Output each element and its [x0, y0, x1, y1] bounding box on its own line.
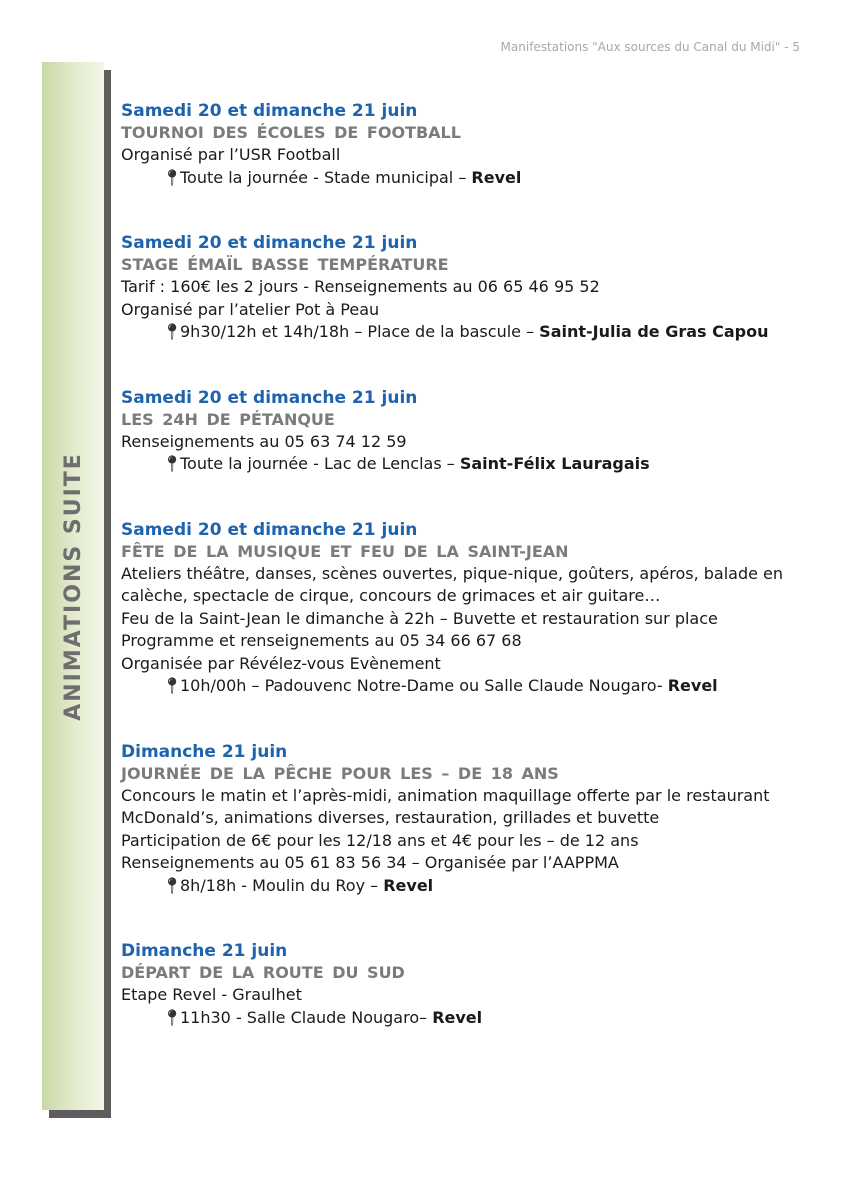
map-pin-icon: 📍︎ [162, 875, 183, 895]
event-detail: Renseignements au 05 61 83 56 34 – Organisée par l’AAPPMA [121, 853, 619, 872]
event-town: Saint-Julia de Gras Capou [539, 322, 769, 341]
event-title: JOURNÉE DE LA PÊCHE POUR LES – DE 18 ANS [121, 763, 559, 783]
event-town: Revel [471, 167, 522, 187]
event-date: Dimanche 21 juin [121, 741, 288, 762]
event-town: Revel [667, 676, 718, 695]
event-time-place: Toute la journée - Stade municipal – [180, 167, 472, 187]
event-town: Revel [432, 1007, 483, 1027]
event-detail: Renseignements au 05 63 74 12 59 [121, 431, 407, 451]
event-title: FÊTE DE LA MUSIQUE ET FEU DE LA SAINT-JEAN [121, 541, 569, 561]
event-title: STAGE ÉMAÏL BASSE TEMPÉRATURE [121, 255, 449, 274]
event-fete-musique [121, 519, 811, 698]
event-detail: Programme et renseignements au 05 34 66 67 68 [121, 631, 522, 650]
event-detail: Concours le matin et l’après-midi, animation maquillage offerte par le restaurant McDonald’s, animations diverses, restauration, grillades et buvette [121, 785, 770, 827]
event-where [121, 875, 811, 898]
event-peche [121, 741, 811, 898]
event-where [121, 1007, 811, 1030]
event-town: Revel [383, 875, 434, 895]
map-pin-icon: 📍︎ [162, 322, 183, 341]
event-where [121, 453, 811, 476]
events-list [121, 100, 811, 1072]
sidebar-label-wrap [42, 62, 104, 1110]
running-header: Manifestations "Aux sources du Canal du Midi" - 5 [500, 40, 800, 54]
event-detail: Organisé par l’USR Football [121, 145, 341, 164]
event-detail: Organisé par l’atelier Pot à Peau [121, 299, 380, 319]
event-date: Samedi 20 et dimanche 21 juin [121, 519, 418, 540]
event-detail: Etape Revel - Graulhet [121, 985, 302, 1004]
event-title: LES 24H DE PÉTANQUE [121, 409, 335, 429]
event-time-place: 9h30/12h et 14h/18h – Place de la bascule – [180, 322, 540, 341]
map-pin-icon: 📍︎ [162, 676, 183, 695]
event-detail: Feu de la Saint-Jean le dimanche à 22h – Buvette et restauration sur place [121, 608, 718, 628]
event-town: Saint-Félix Lauragais [459, 454, 650, 473]
event-email-stage [121, 232, 811, 344]
event-title: DÉPART DE LA ROUTE DU SUD [121, 963, 405, 982]
event-date: Samedi 20 et dimanche 21 juin [121, 387, 418, 408]
event-where [121, 321, 811, 344]
event-detail: Organisée par Révélez-vous Evènement [121, 653, 441, 673]
event-route-du-sud [121, 940, 811, 1029]
event-where [121, 167, 811, 190]
event-detail: Participation de 6€ pour les 12/18 ans et 4€ pour les – de 12 ans [121, 830, 639, 850]
event-title: TOURNOI DES ÉCOLES DE FOOTBALL [121, 123, 461, 142]
sidebar-label: ANIMATIONS SUITE [60, 451, 86, 721]
event-date: Samedi 20 et dimanche 21 juin [121, 101, 418, 121]
event-date: Samedi 20 et dimanche 21 juin [121, 233, 418, 253]
map-pin-icon: 📍︎ [162, 454, 183, 473]
event-where [121, 675, 811, 698]
map-pin-icon: 📍︎ [162, 1007, 183, 1027]
event-detail: Ateliers théâtre, danses, scènes ouvertes, pique-nique, goûters, apéros, balade en calèche, spectacle de cirque, concours de grimaces et air guitare… [121, 563, 784, 605]
event-petanque [121, 387, 811, 476]
event-time-place: 10h/00h – Padouvenc Notre-Dame ou Salle Claude Nougaro- [180, 676, 668, 695]
event-football [121, 100, 811, 189]
event-time-place: 11h30 - Salle Claude Nougaro– [180, 1007, 433, 1027]
event-detail: Tarif : 160€ les 2 jours - Renseignements au 06 65 46 95 52 [121, 277, 600, 296]
event-time-place: 8h/18h - Moulin du Roy – [180, 875, 384, 895]
map-pin-icon: 📍︎ [162, 167, 183, 187]
event-date: Dimanche 21 juin [121, 941, 288, 961]
event-time-place: Toute la journée - Lac de Lenclas – [180, 454, 460, 473]
